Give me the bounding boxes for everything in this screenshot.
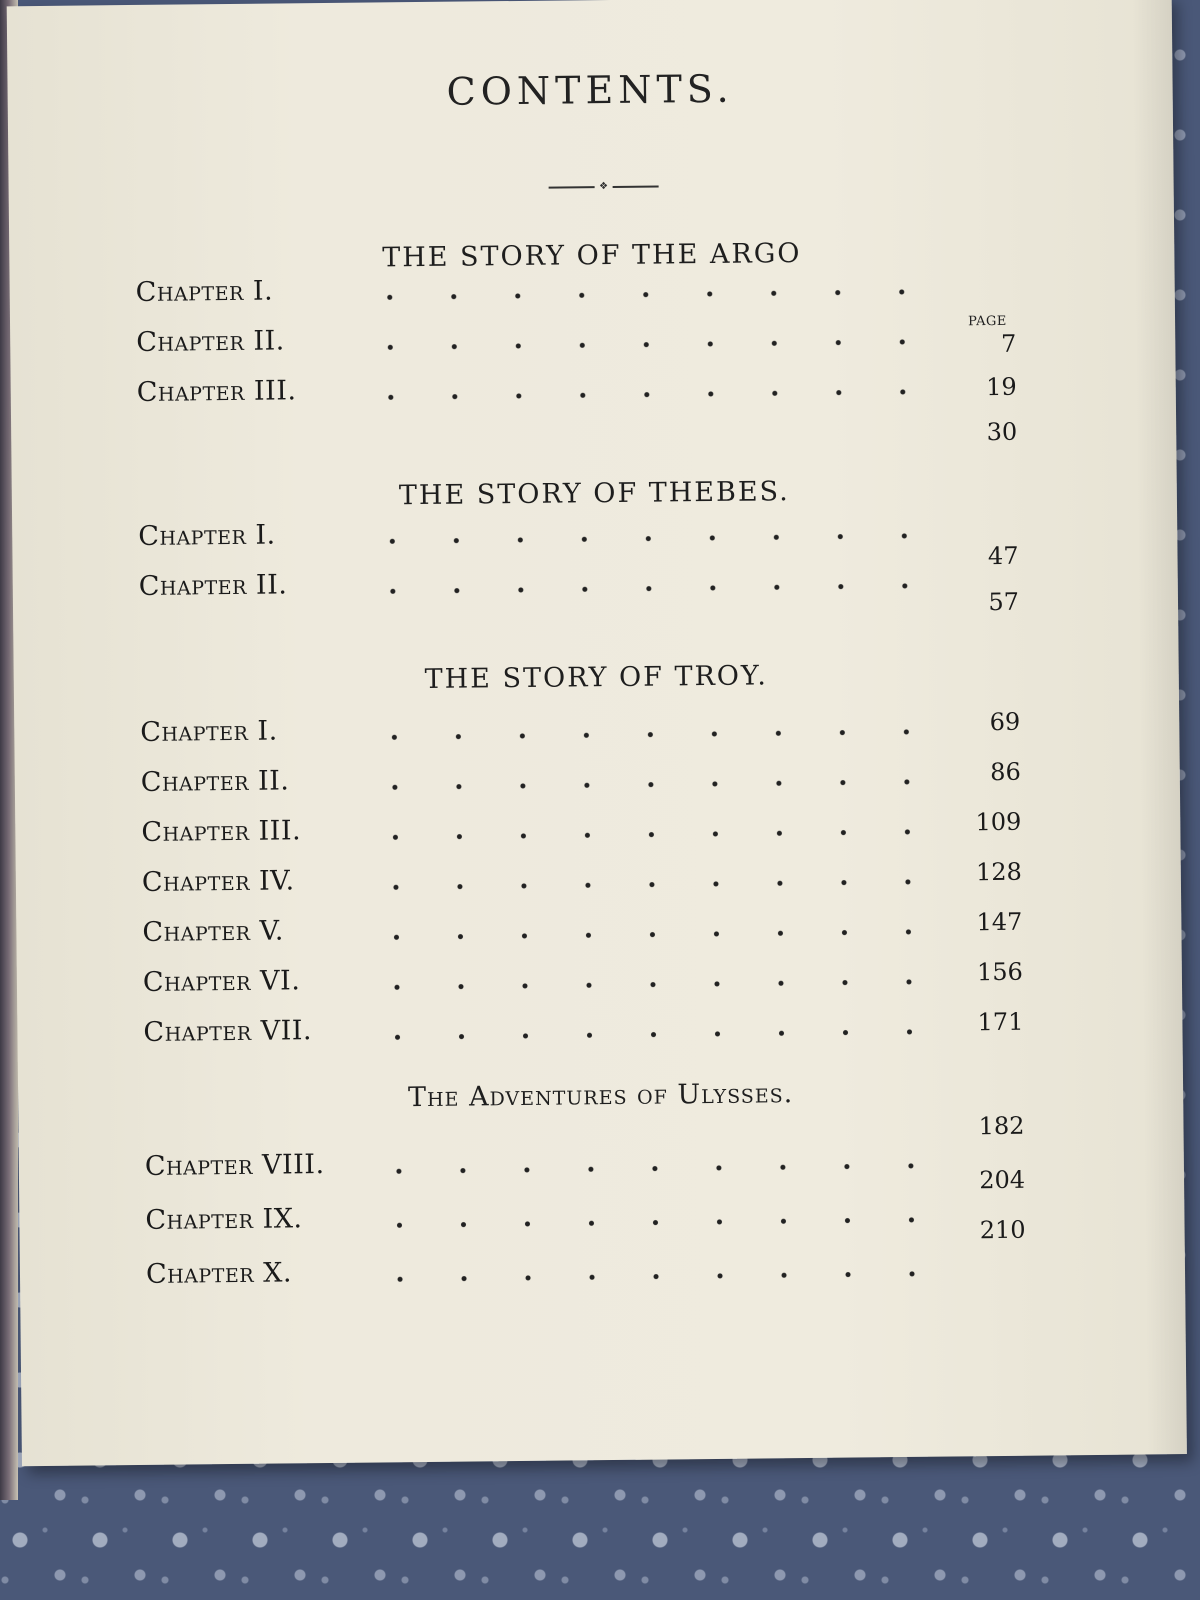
page-column-label: PAGE bbox=[967, 313, 1007, 330]
chapter-label: Chapter VI. bbox=[142, 965, 301, 998]
section-title-thebes: THE STORY OF THEBES. bbox=[398, 476, 790, 512]
leader-dots bbox=[359, 388, 959, 400]
chapter-label: Chapter I. bbox=[135, 275, 274, 308]
chapter-label: Chapter VII. bbox=[143, 1015, 313, 1048]
leader-dots bbox=[368, 1270, 968, 1282]
chapter-label: Chapter II. bbox=[138, 569, 288, 602]
chapter-label: Chapter V. bbox=[142, 915, 285, 948]
toc-entry[interactable] bbox=[142, 858, 1022, 903]
page-number: 156 bbox=[976, 957, 1024, 987]
leader-dots bbox=[362, 728, 962, 740]
leader-dots bbox=[360, 532, 960, 544]
title-ornament-divider bbox=[549, 182, 659, 193]
leader-dots bbox=[365, 1028, 965, 1040]
chapter-label: Chapter II. bbox=[140, 765, 290, 798]
chapter-label: Chapter I. bbox=[138, 519, 276, 552]
leader-dots bbox=[361, 582, 961, 594]
leader-dots bbox=[358, 338, 958, 350]
section-title-argo: THE STORY OF THE ARGO bbox=[382, 238, 802, 274]
leader-dots bbox=[367, 1216, 967, 1228]
leader-dots bbox=[363, 828, 963, 840]
page-number: 128 bbox=[975, 857, 1022, 887]
page-number: 19 bbox=[986, 372, 1017, 402]
chapter-label: Chapter X. bbox=[145, 1257, 293, 1290]
toc-entry[interactable] bbox=[142, 908, 1022, 953]
toc-entry[interactable] bbox=[141, 808, 1021, 853]
ornament-rule-right bbox=[613, 186, 659, 188]
chapter-label: Chapter III. bbox=[141, 815, 302, 848]
page-number: 7 bbox=[1000, 329, 1017, 358]
chapter-label: Chapter II. bbox=[136, 325, 285, 358]
chapter-label: Chapter I. bbox=[140, 715, 278, 748]
chapter-label: Chapter VIII. bbox=[144, 1149, 325, 1182]
leader-dots bbox=[363, 778, 963, 790]
page-number: 109 bbox=[975, 807, 1022, 837]
chapter-label: Chapter IV. bbox=[141, 865, 295, 898]
contents-page bbox=[7, 0, 1187, 1466]
page-number: 57 bbox=[988, 587, 1020, 617]
leader-dots bbox=[358, 288, 958, 300]
page-number: 86 bbox=[990, 757, 1021, 787]
chapter-label: Chapter III. bbox=[136, 375, 297, 408]
toc-entry[interactable] bbox=[136, 368, 1018, 447]
page-number: 182 bbox=[978, 1111, 1025, 1141]
leader-dots bbox=[364, 928, 964, 940]
section-title-troy: THE STORY OF TROY. bbox=[424, 660, 769, 695]
section-title-ulysses: The Adventures of Ulysses. bbox=[407, 1078, 794, 1114]
toc-entry[interactable] bbox=[143, 1008, 1023, 1053]
toc-entry[interactable] bbox=[138, 512, 1019, 571]
page-title: CONTENTS. bbox=[446, 66, 734, 114]
page-number: 171 bbox=[977, 1007, 1024, 1037]
ornament-rule-left bbox=[549, 186, 595, 188]
toc-entry[interactable] bbox=[143, 958, 1023, 1003]
leader-dots bbox=[365, 978, 965, 990]
toc-entry[interactable] bbox=[138, 562, 1020, 617]
page-number: 147 bbox=[976, 907, 1023, 937]
page-number: 30 bbox=[986, 417, 1018, 447]
toc-entry[interactable] bbox=[144, 1111, 1025, 1187]
ornament-knot-icon: ❖ bbox=[599, 181, 609, 193]
page-number: 204 bbox=[979, 1165, 1026, 1195]
page-number: 47 bbox=[987, 541, 1019, 571]
toc-entry[interactable] bbox=[141, 758, 1021, 803]
page-number: 210 bbox=[979, 1215, 1026, 1245]
chapter-label: Chapter IX. bbox=[145, 1203, 303, 1236]
toc-entry[interactable] bbox=[140, 708, 1020, 753]
page-number: 69 bbox=[989, 707, 1021, 737]
leader-dots bbox=[367, 1162, 967, 1174]
leader-dots bbox=[364, 878, 964, 890]
